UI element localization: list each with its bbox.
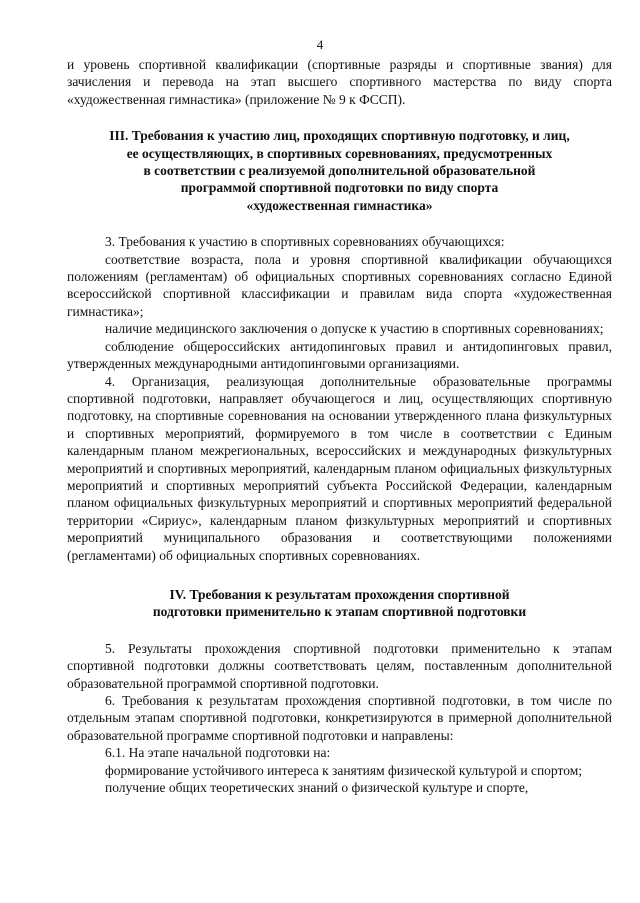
section-4-paragraph: получение общих теоретических знаний о физической культуре и спорте, (105, 780, 529, 796)
section-3-heading-line: «художественная гимнастика» (246, 197, 433, 213)
section-3-paragraph: соблюдение общероссийских антидопинговых правил и антидопинговых правил, утвержденных международными антидопинговыми организациями. (67, 338, 612, 372)
section-3-heading (67, 127, 612, 214)
section-3-heading-line: в соответствии с реализуемой дополнительной образовательной (143, 163, 536, 179)
section-3-paragraph: наличие медицинского заключения о допуске к участию в спортивных соревнованиях; (105, 321, 604, 337)
section-3-heading-line: программой спортивной подготовки по виду спорта (180, 180, 499, 196)
section-4-paragraph: формирование устойчивого интереса к занятиям физической культурой и спортом; (105, 762, 582, 778)
section-4-heading (67, 586, 612, 621)
page-number: 4 (316, 37, 324, 52)
section-4-heading-line: подготовки применительно к этапам спортивной подготовки (152, 604, 527, 620)
section-3-heading-line: III. Требования к участию лиц, проходящих спортивную подготовку, и лиц, (109, 128, 570, 144)
section-3-paragraph: 3. Требования к участию в спортивных соревнованиях обучающихся: (105, 234, 505, 250)
section-4-heading-line: IV. Требования к результатам прохождения спортивной (169, 586, 510, 602)
intro-paragraph: и уровень спортивной квалификации (спортивные разряды и спортивные звания) для зачисления и перевода на этап высшего спортивного мастерства по виду спорта «художественная гимнастика» (приложение № 9 к ФССП). (67, 57, 612, 107)
section-3-heading-line: ее осуществляющих, в спортивных соревнованиях, предусмотренных (126, 145, 553, 161)
section-4-paragraph: 5. Результаты прохождения спортивной подготовки применительно к этапам спортивной подготовки должны соответствовать целям, поставленным дополнительной образовательной программой спортивной подготовки. (67, 640, 612, 691)
section-3-paragraph: 4. Организация, реализующая дополнительные образовательные программы спортивной подготовки, направляет обучающегося и лиц, осуществляющих спортивную подготовку, на спортивные соревнования на основании утвержденного плана физкультурных и спортивных мероприятий, формируемого в том числе в соответствии с Единым календарным планом межрегиональных, всероссийских и международных физкультурных мероприятий и спортивных мероприятий, календарным планом официальных физкультурных мероприятий и спортивных мероприятий субъекта Российской Федерации, календарным планом официальных физкультурных мероприятий и спортивных мероприятий федеральной территории «Сириус», календарным планом физкультурных мероприятий и спортивных мероприятий муниципального образования и соответствующими положениями (регламентами) об официальных спортивных соревнованиях. (67, 373, 612, 563)
document-body (67, 56, 612, 796)
section-4-paragraph: 6.1. На этапе начальной подготовки на: (105, 745, 331, 761)
section-3-paragraph: соответствие возраста, пола и уровня спортивной квалификации обучающихся положениям (регламентам) об официальных спортивных соревнованиях согласно Единой всероссийской спортивной классификации и правилам вида спорта «художественная гимнастика»; (67, 251, 612, 319)
section-4-paragraph: 6. Требования к результатам прохождения спортивной подготовки, в том числе по отдельным этапам спортивной подготовки, конкретизируются в примерной дополнительной образовательной программе спортивной подготовки и направлены: (67, 693, 612, 743)
